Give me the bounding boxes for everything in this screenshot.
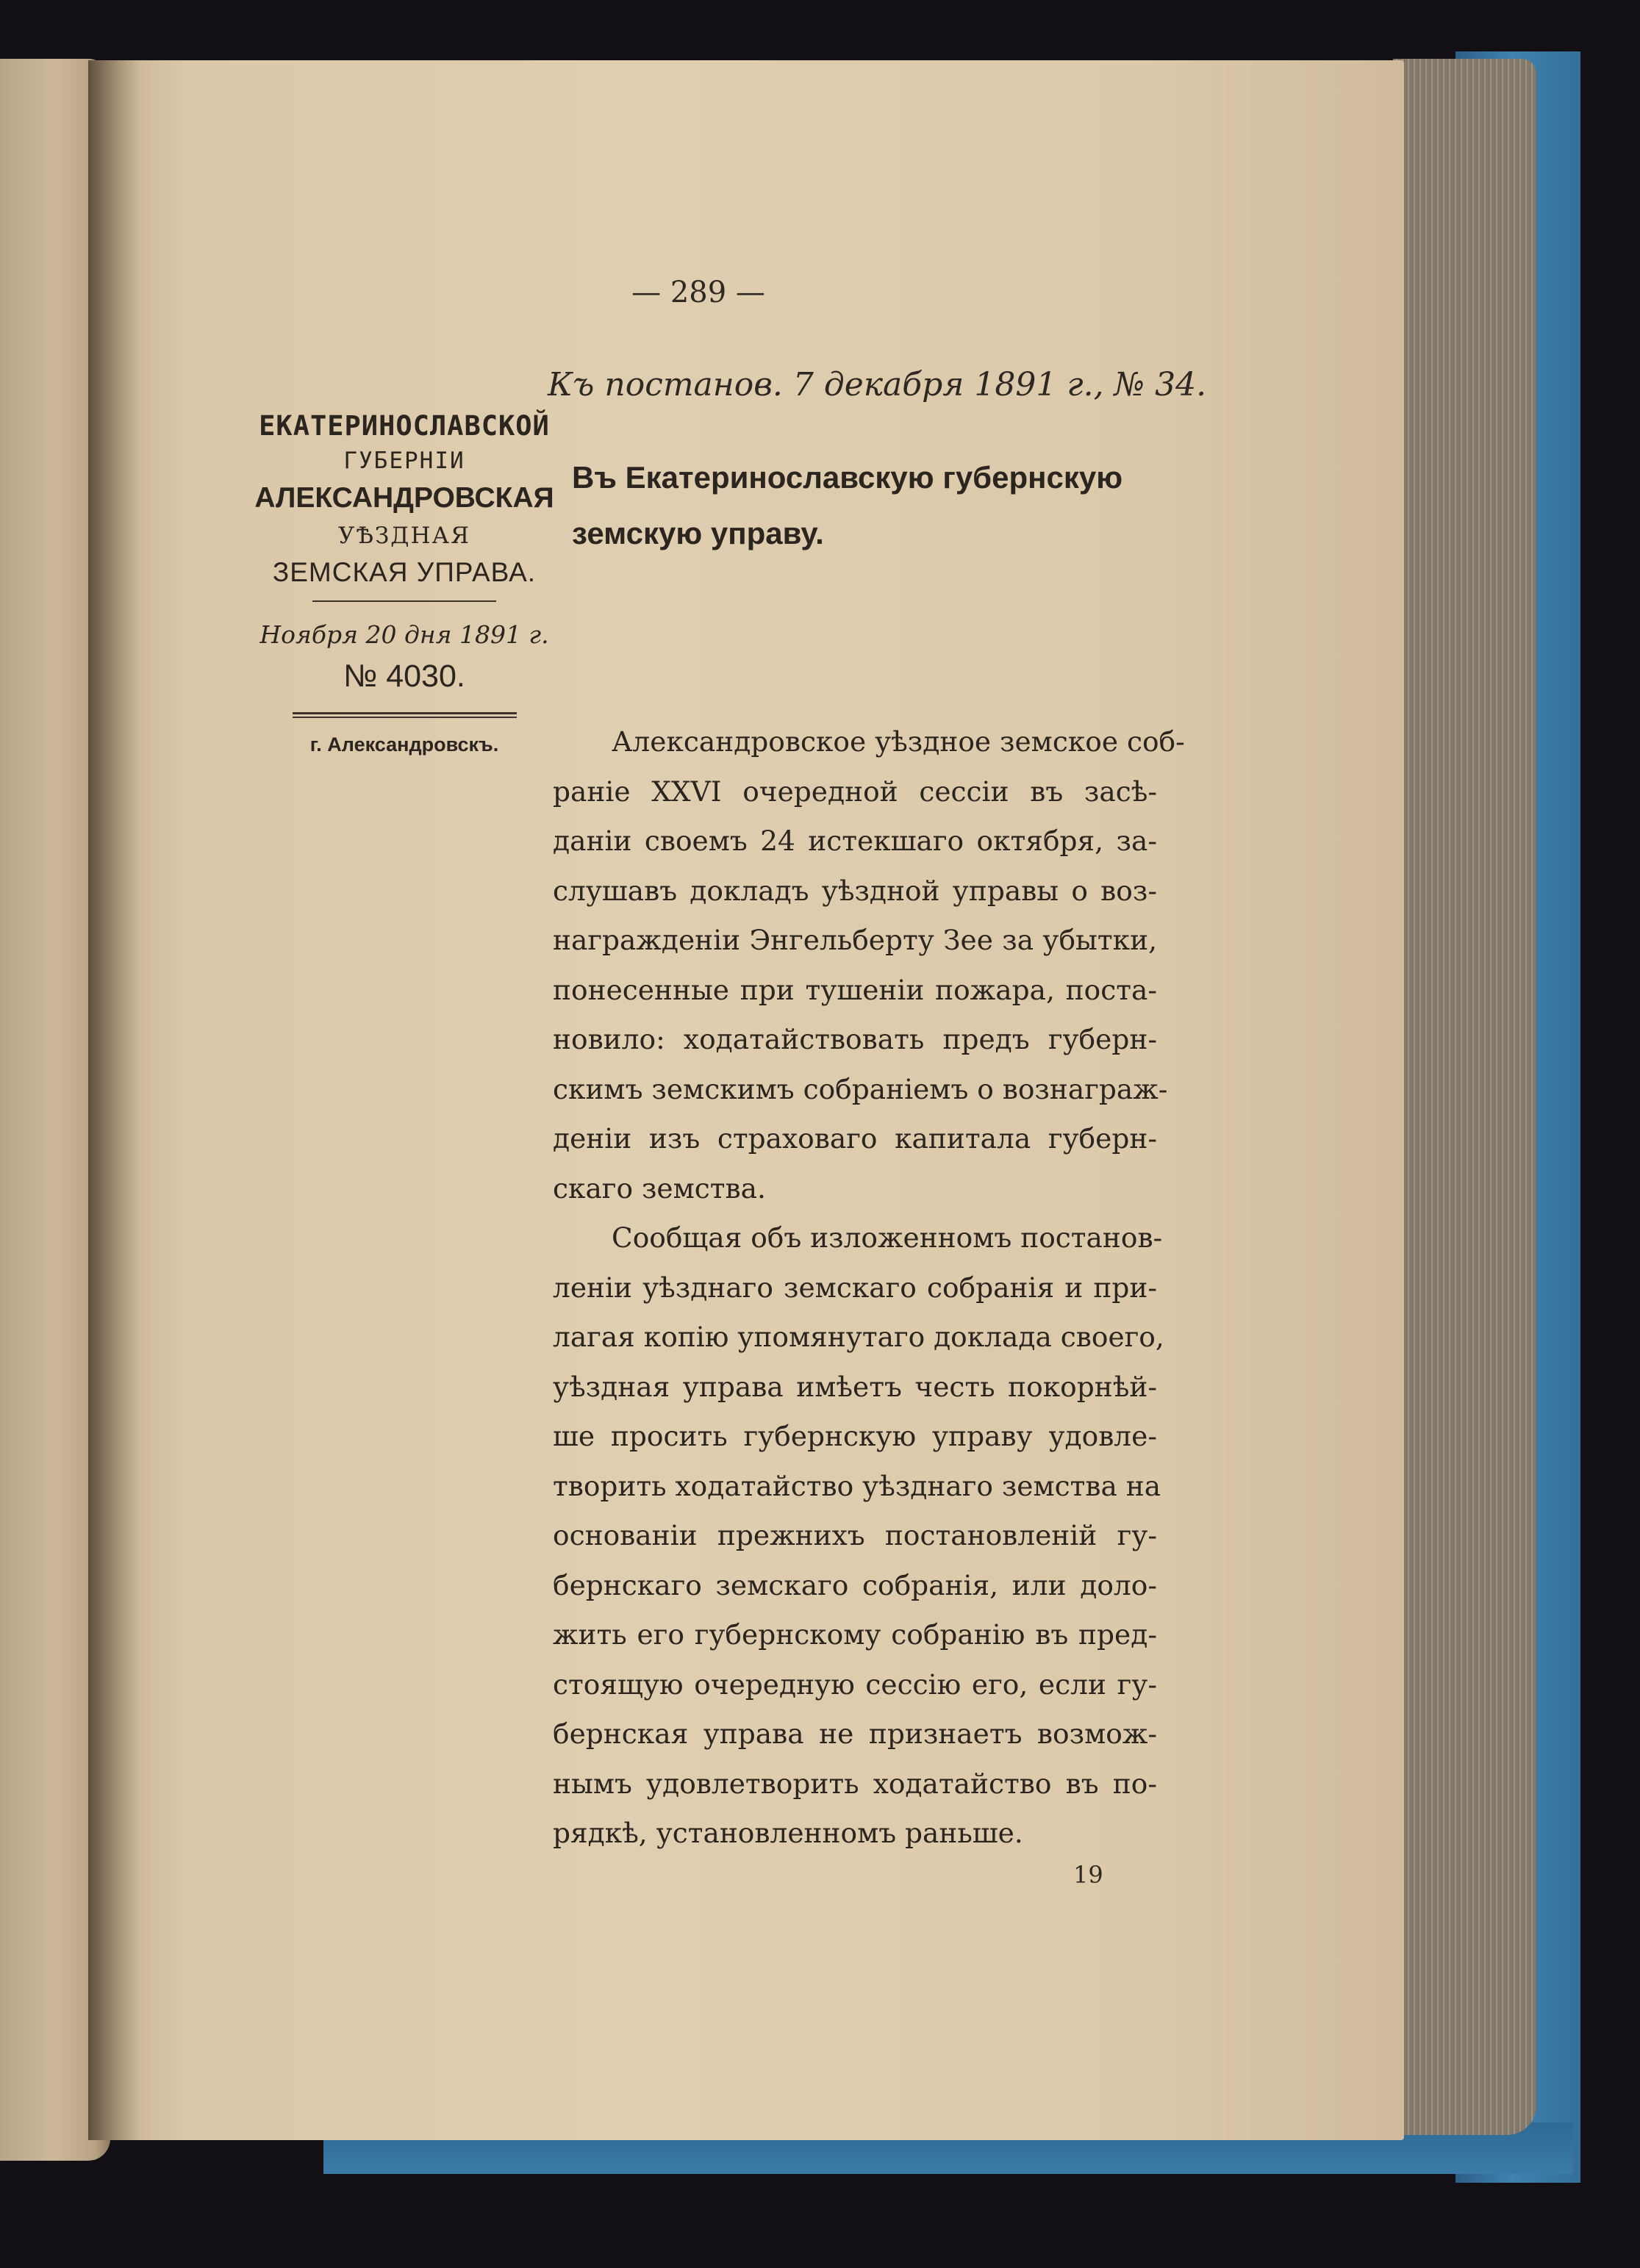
body-line: новило: ходатайствовать предъ губерн- (553, 1023, 1157, 1055)
body-line: понесенные при тушеніи пожара, поста- (553, 973, 1157, 1006)
body-line: Сообщая объ изложенномъ постанов- (612, 1221, 1163, 1254)
body-line: раніе XXVI очередной сессіи въ засѣ- (553, 775, 1157, 808)
page-number: — 289 — (631, 276, 765, 309)
body-line: жить его губернскому собранію въ пред- (553, 1618, 1157, 1651)
letter-number: № 4030. (343, 658, 465, 694)
body-line: творить ходатайство уѣзднаго земства на (553, 1469, 1161, 1502)
letter-body (553, 717, 1185, 1859)
letterhead-guberniya: ГУБЕРНІИ (343, 448, 465, 474)
body-line: скимъ земскимъ собраніемъ о вознаграж- (553, 1072, 1168, 1105)
letterhead-governorate: ЕКАТЕРИНОСЛАВСКОЙ (259, 410, 550, 442)
body-line: нымъ удовлетворить ходатайство въ по- (553, 1767, 1157, 1800)
letterhead-district: АЛЕКСАНДРОВСКАЯ (254, 482, 554, 514)
double-rule-divider (293, 712, 517, 718)
body-line: основаніи прежнихъ постановленій гу- (553, 1519, 1157, 1551)
body-line: даніи своемъ 24 истекшаго октября, за- (553, 825, 1157, 857)
signature-mark: 19 (1073, 1861, 1103, 1889)
addressee-line-2: земскую управу. (572, 516, 824, 550)
letterhead-block (254, 408, 555, 759)
letterhead-board: ЗЕМСКАЯ УПРАВА. (272, 557, 537, 587)
body-line: Александровское уѣздное земское соб- (612, 725, 1185, 758)
body-line: бернскаго земскаго собранія, или доло- (553, 1568, 1157, 1601)
book-gutter (88, 60, 140, 2140)
body-line: награжденіи Энгельберту Зее за убытки, (553, 924, 1157, 956)
letter-date: Ноября 20 дня 1891 г. (259, 620, 549, 649)
body-line: рядкѣ, установленномъ раньше. (553, 1817, 1023, 1849)
body-line: стоящую очередную сессію его, если гу- (553, 1668, 1157, 1701)
letter-city: г. Александровскъ. (309, 733, 499, 756)
addressee-line-1: Въ Екатеринославскую губернскую (572, 460, 1123, 495)
body-line: ше просить губернскую управу удовле- (553, 1420, 1157, 1452)
body-line: уѣздная управа имѣетъ честь покорнѣй- (553, 1370, 1157, 1403)
body-line: слушавъ докладъ уѣздной управы о воз- (553, 874, 1157, 907)
resolution-reference: Къ постанов. 7 декабря 1891 г., № 34. (548, 366, 1207, 403)
addressee-block (572, 450, 1175, 561)
body-line: леніи уѣзднаго земскаго собранія и при- (553, 1271, 1157, 1304)
body-line: скаго земства. (553, 1171, 766, 1205)
letterhead-divider (312, 600, 496, 602)
letterhead-uezd: УѢЗДНАЯ (337, 523, 471, 549)
body-line: деніи изъ страховаго капитала губерн- (553, 1122, 1157, 1155)
body-line: бернская управа не признаетъ возмож- (553, 1718, 1157, 1750)
page-block-edges (1393, 59, 1536, 2135)
body-line: лагая копію упомянутаго доклада своего, (553, 1321, 1164, 1353)
